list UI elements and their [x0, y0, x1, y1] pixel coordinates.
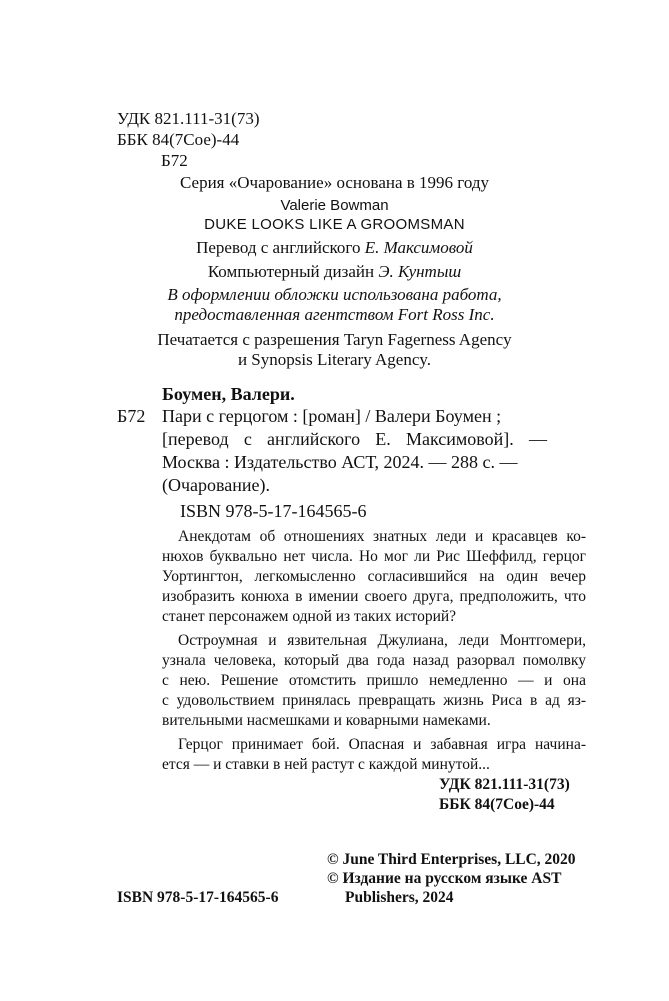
- ann-line: нюхов буквально нет числа. Но мог ли Рис Шеффилд, герцог: [162, 548, 586, 565]
- series-line: Серия «Очарование» основана в 1996 году: [179, 173, 489, 192]
- catalog-author: Боумен, Валери.: [162, 384, 295, 404]
- catalog-line3: Москва : Издательство АСТ, 2024. — 288 с. —: [162, 452, 518, 472]
- designer-name: Э. Кунтыш: [378, 262, 462, 281]
- ann-line: ется — и ставки в ней растут с каждой минутой...: [162, 756, 490, 773]
- catalog-line2-wrap: [162, 428, 547, 450]
- isbn-bottom: ISBN 978-5-17-164565-6: [117, 889, 279, 906]
- copyright-line2: © Издание на русском языке AST: [327, 870, 562, 887]
- original-title: DUKE LOOKS LIKE A GROOMSMAN: [204, 216, 465, 233]
- annotation-paragraph-1: [162, 527, 586, 627]
- translation-line: [0, 238, 669, 258]
- ann-line: Остроумная и язвительная Джулиана, леди Монтгомери,: [178, 632, 586, 649]
- design-line: [0, 262, 669, 282]
- cover-credit-line2: [0, 305, 669, 325]
- copyright-line1: © June Third Enterprises, LLC, 2020: [327, 851, 576, 868]
- ann-line: Анекдотам об отношениях знатных леди и красавцев ко-: [178, 528, 586, 545]
- udk-bottom: УДК 821.111-31(73): [439, 776, 570, 793]
- cover-agency: Fort Ross Inc.: [397, 305, 495, 324]
- ann-line: с удовольствием принялась превращать жизнь Риса в ад яз-: [162, 692, 586, 709]
- ann-line: вительными насмешками и коварными намеками.: [162, 712, 491, 729]
- cover-credit-prefix: предоставленная агентством: [174, 305, 394, 324]
- catalog-isbn: ISBN 978-5-17-164565-6: [180, 501, 367, 521]
- translation-prefix: Перевод с английского: [196, 238, 361, 257]
- catalog-line1: Пари с герцогом : [роман] / Валери Боумен ;: [162, 406, 502, 426]
- bbk-header: ББК 84(7Сое)-44: [117, 130, 240, 149]
- catalog-mark: Б72: [117, 406, 146, 426]
- annotation-paragraph-3: [162, 735, 586, 775]
- author-mark-header: Б72: [161, 151, 188, 170]
- bbk-bottom: ББК 84(7Сое)-44: [439, 796, 555, 813]
- udk-header: УДК 821.111-31(73): [117, 109, 260, 128]
- copyright-line3: Publishers, 2024: [345, 889, 454, 906]
- catalog-line2: [перевод с английского Е. Максимовой]. —: [162, 429, 547, 449]
- annotation: [162, 527, 586, 775]
- translator-name: Е. Максимовой: [364, 238, 473, 257]
- ann-line: изобразить конюха в имении своего друга, предположить, что: [162, 588, 586, 605]
- design-prefix: Компьютерный дизайн: [207, 262, 375, 281]
- annotation-paragraph-2: [162, 631, 586, 731]
- ann-line: узнала человека, который два года назад разорвал помолвку: [162, 652, 586, 669]
- ann-line: станет персонажем одной из таких историй?: [162, 608, 457, 625]
- cover-credit-line1: В оформлении обложки использована работа,: [167, 285, 502, 304]
- ann-line: Уортингтон, легкомысленно согласившийся на один вечер: [162, 568, 586, 585]
- original-author: Valerie Bowman: [280, 197, 389, 214]
- permission-line2: и Synopsis Literary Agency.: [237, 350, 432, 369]
- ann-line: с нею. Решение отомстить пришло немедленно — и она: [162, 672, 586, 689]
- catalog-line4: (Очарование).: [162, 475, 271, 495]
- permission-line1: Печатается с разрешения Taryn Fagerness Agency: [157, 330, 512, 349]
- ann-line: Герцог принимает бой. Опасная и забавная игра начина-: [178, 736, 586, 753]
